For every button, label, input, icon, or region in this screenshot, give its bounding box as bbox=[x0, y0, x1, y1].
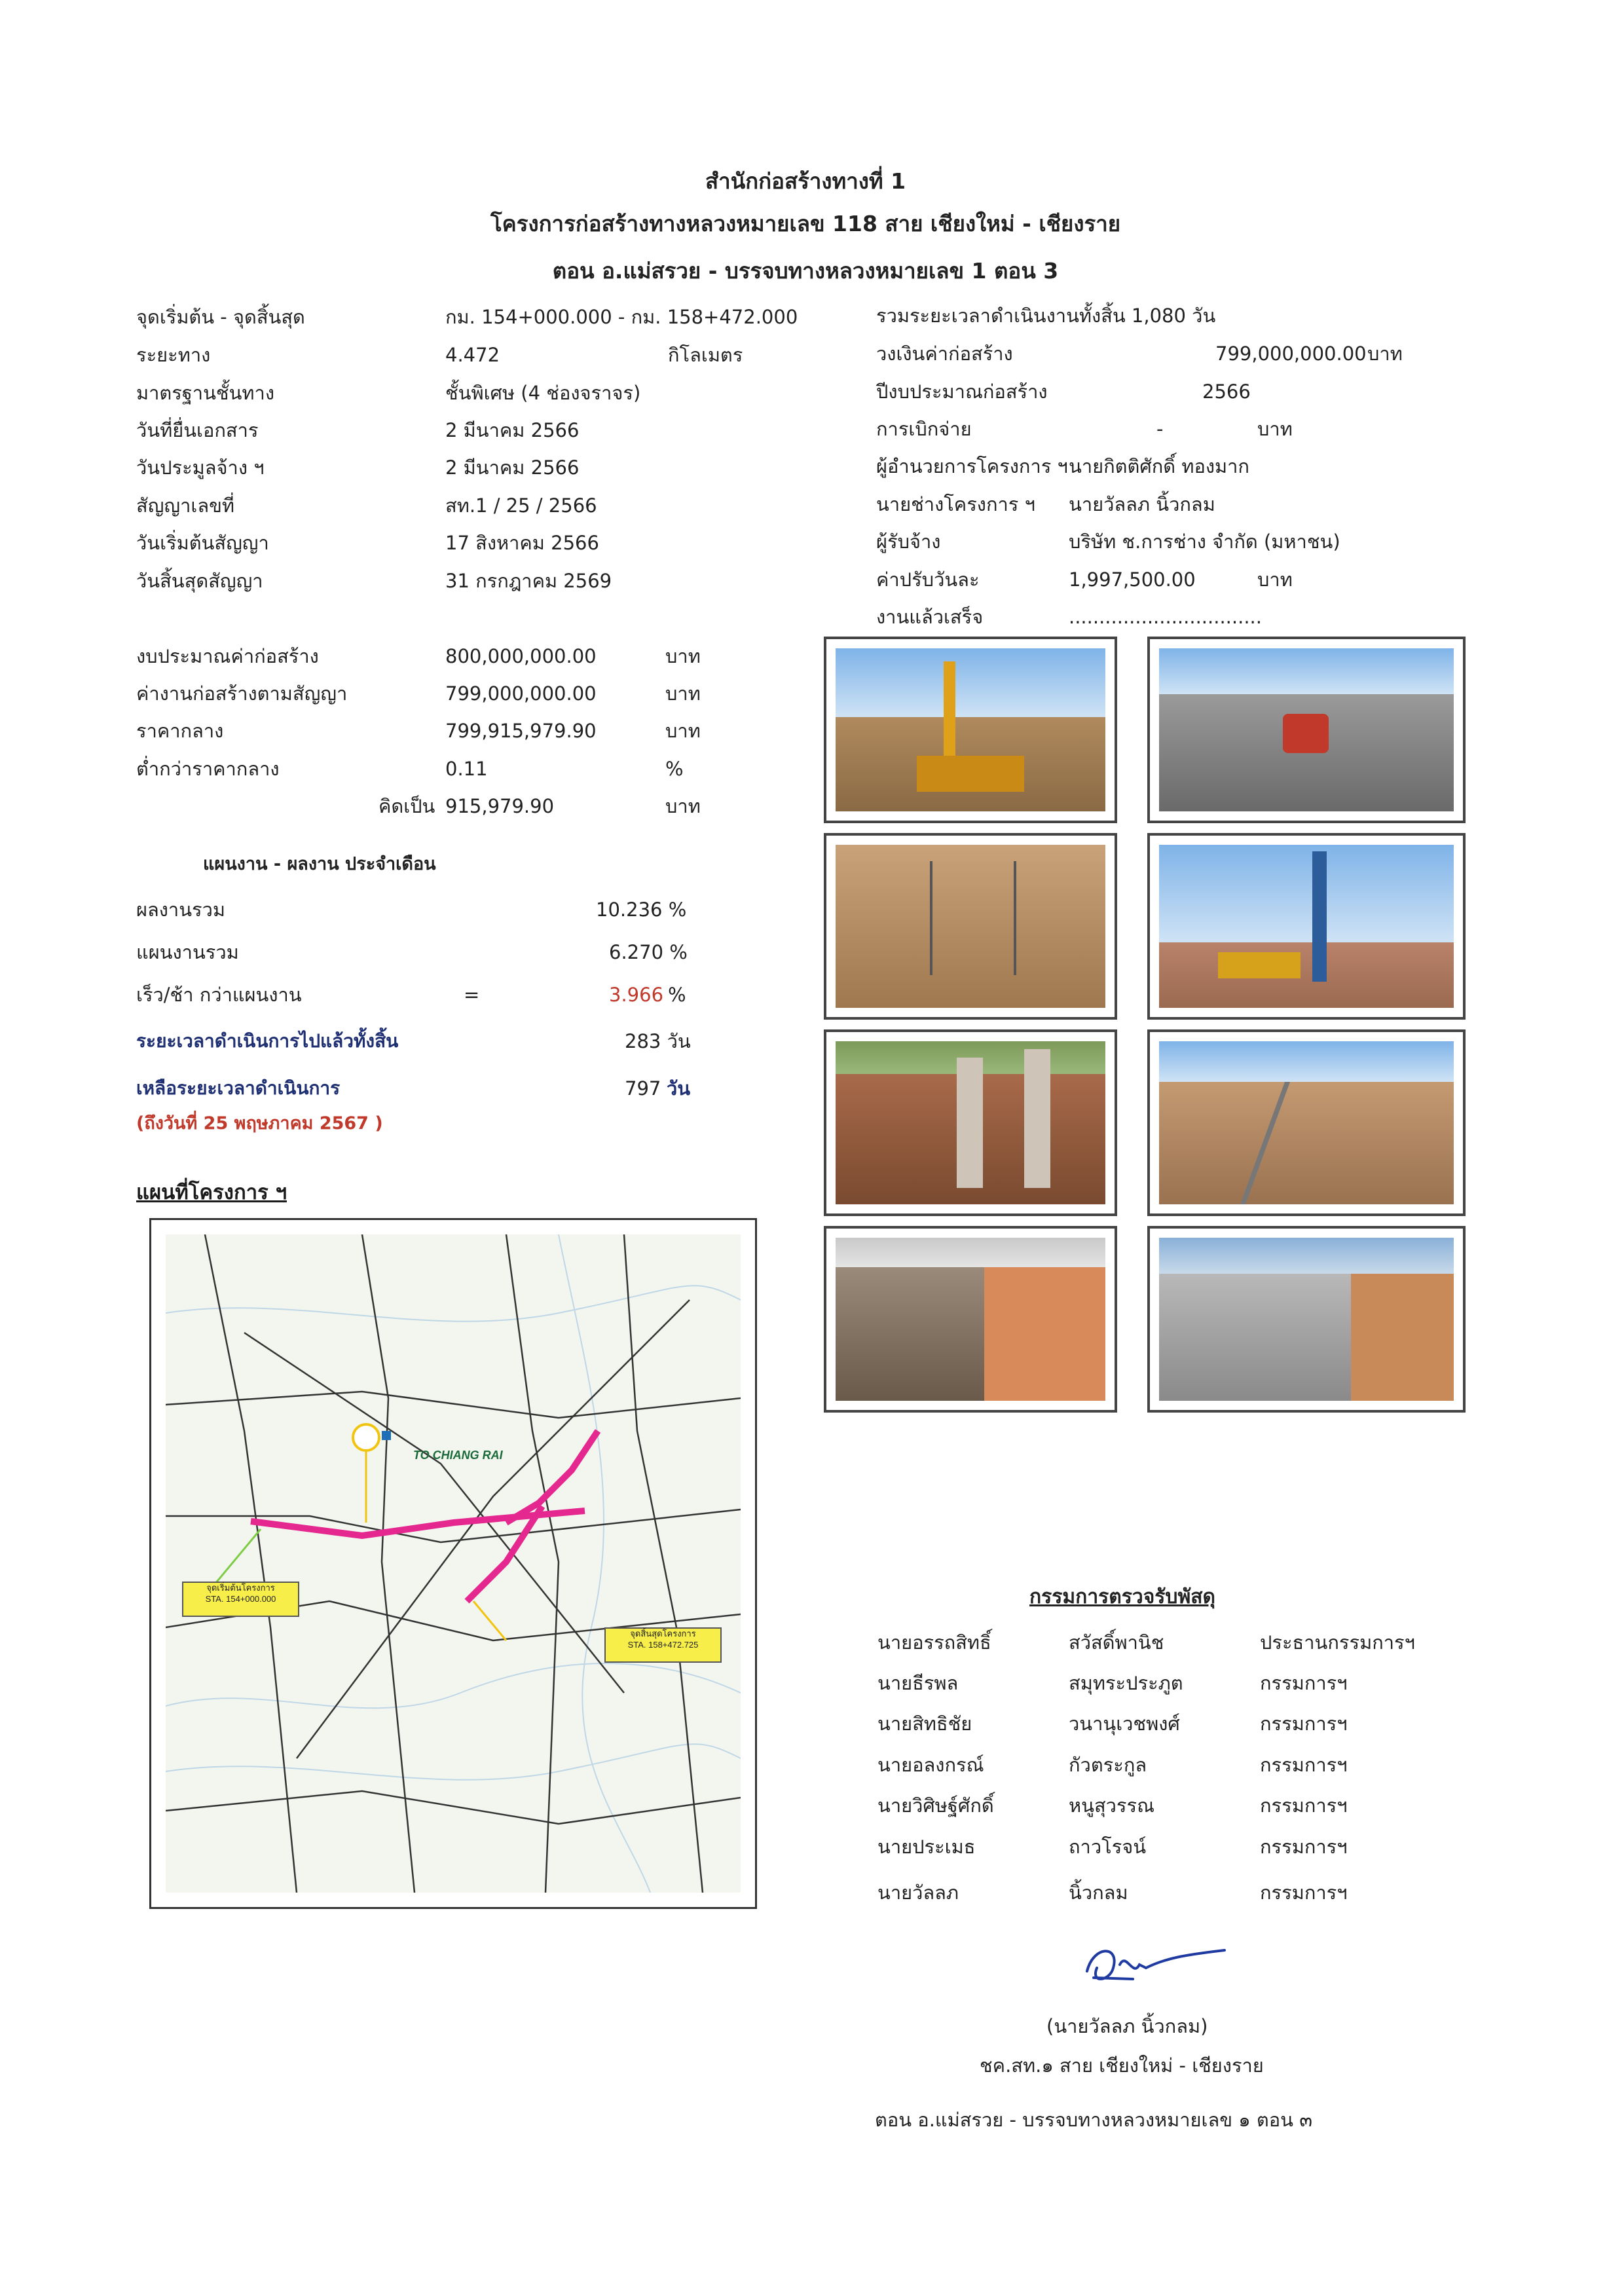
member-last-name: สมุทระประภูต bbox=[1069, 1672, 1183, 1694]
member-first-name: นายอลงกรณ์ bbox=[877, 1754, 984, 1776]
start-point-label bbox=[182, 1582, 299, 1617]
contractor-value: บริษัท ช.การช่าง จำกัด (มหาชน) bbox=[1069, 530, 1340, 553]
contract-end-label: วันสิ้นสุดสัญญา bbox=[136, 570, 263, 592]
member-last-name: กัวตระกูล bbox=[1069, 1754, 1147, 1776]
photo-road-subbase bbox=[1147, 1029, 1466, 1216]
distance-unit: กิโลเมตร bbox=[668, 344, 743, 366]
actual-value: 10.236 % bbox=[596, 898, 687, 921]
equals-label: คิดเป็น bbox=[378, 795, 435, 817]
distance-value: 4.472 bbox=[445, 344, 500, 366]
budget-unit: บาท bbox=[1367, 343, 1403, 365]
member-role: ประธานกรรมการฯ bbox=[1260, 1631, 1415, 1654]
member-role: กรรมการฯ bbox=[1260, 1794, 1348, 1817]
construction-budget-label: งบประมาณค่าก่อสร้าง bbox=[136, 645, 319, 667]
median-price-value: 799,915,979.90 bbox=[445, 720, 597, 742]
construction-budget-value: 800,000,000.00 bbox=[445, 645, 597, 667]
plan-label: แผนงานรวม bbox=[136, 941, 239, 963]
director-value: นายกิตติศักดิ์ ทองมาก bbox=[1069, 455, 1249, 477]
equals-unit: บาท bbox=[665, 795, 701, 817]
start-box-sta: STA. 154+000.000 bbox=[205, 1593, 276, 1604]
below-median-label: ต่ำกว่าราคากลาง bbox=[136, 758, 280, 780]
progress-heading: แผนงาน - ผลงาน ประจำเดือน bbox=[203, 854, 436, 874]
budget-label: วงเงินค่าก่อสร้าง bbox=[876, 343, 1013, 365]
equals-value: 915,979.90 bbox=[445, 795, 555, 817]
signature-image bbox=[1074, 1938, 1244, 1997]
end-box-title: จุดสิ้นสุดโครงการ bbox=[630, 1629, 696, 1639]
diff-unit: % bbox=[668, 984, 686, 1006]
committee-heading: กรรมการตรวจรับพัสดุ bbox=[1029, 1585, 1216, 1608]
header-line-1: สำนักก่อสร้างทางที่ 1 bbox=[705, 168, 906, 194]
photo-piling-rig bbox=[824, 637, 1117, 823]
project-map bbox=[149, 1218, 757, 1909]
remaining-label: เหลือระยะเวลาดำเนินการ bbox=[136, 1077, 341, 1099]
budget-value: 799,000,000.00 bbox=[1215, 343, 1367, 365]
diff-label: เร็ว/ช้า กว่าแผนงาน bbox=[136, 984, 302, 1006]
contract-price-label: ค่างานก่อสร้างตามสัญญา bbox=[136, 682, 348, 705]
remaining-unit: วัน bbox=[667, 1077, 691, 1100]
signer-section: ตอน อ.แม่สรวย - บรรจบทางหลวงหมายเลข ๑ ตอน ๓ bbox=[875, 2109, 1313, 2131]
below-median-unit: % bbox=[665, 758, 684, 780]
photo-formwork-crew bbox=[824, 1226, 1117, 1413]
diff-eq: = bbox=[464, 984, 480, 1006]
member-last-name: ถาวโรจน์ bbox=[1069, 1836, 1147, 1858]
start-end-label: จุดเริ่มต้น - จุดสิ้นสุด bbox=[136, 306, 305, 328]
disbursement-value: - bbox=[1156, 418, 1164, 440]
below-median-value: 0.11 bbox=[445, 758, 488, 780]
distance-label: ระยะทาง bbox=[136, 344, 211, 366]
median-price-unit: บาท bbox=[665, 720, 701, 742]
elapsed-value: 283 วัน bbox=[625, 1030, 691, 1052]
fiscal-year-label: ปีงบประมาณก่อสร้าง bbox=[876, 380, 1048, 403]
member-first-name: นายสิทธิชัย bbox=[877, 1713, 972, 1735]
fine-value: 1,997,500.00 bbox=[1069, 568, 1196, 591]
map-roads bbox=[166, 1234, 741, 1893]
disbursement-unit: บาท bbox=[1257, 418, 1293, 440]
header-line-3: ตอน อ.แม่สรวย - บรรจบทางหลวงหมายเลข 1 ตอน 3 bbox=[552, 258, 1059, 284]
contract-start-value: 17 สิงหาคม 2566 bbox=[445, 532, 599, 554]
actual-label: ผลงานรวม bbox=[136, 898, 226, 921]
disbursement-label: การเบิกจ่าย bbox=[876, 418, 972, 440]
standard-value: ชั้นพิเศษ (4 ช่องจราจร) bbox=[445, 382, 641, 404]
photo-rebar-pit bbox=[824, 833, 1117, 1020]
photo-drilling-site bbox=[1147, 637, 1466, 823]
member-first-name: นายธีรพล bbox=[877, 1672, 959, 1694]
plan-value: 6.270 % bbox=[609, 941, 688, 963]
contract-no-value: สท.1 / 25 / 2566 bbox=[445, 494, 597, 517]
member-role: กรรมการฯ bbox=[1260, 1881, 1348, 1904]
director-label: ผู้อำนวยการโครงการ ฯ bbox=[876, 455, 1068, 477]
contract-start-label: วันเริ่มต้นสัญญา bbox=[136, 532, 269, 554]
member-role: กรรมการฯ bbox=[1260, 1836, 1348, 1858]
auction-label: วันประมูลจ้าง ฯ bbox=[136, 456, 265, 479]
member-role: กรรมการฯ bbox=[1260, 1713, 1348, 1735]
duration-label: รวมระยะเวลาดำเนินงานทั้งสิ้น 1,080 วัน bbox=[876, 305, 1216, 327]
diff-value: 3.966 bbox=[609, 984, 664, 1006]
signer-name: (นายวัลลภ นิ้วกลม) bbox=[1046, 2015, 1208, 2037]
member-first-name: นายประเมธ bbox=[877, 1836, 976, 1858]
photo-concrete-paving bbox=[1147, 1226, 1466, 1413]
end-box-sta: STA. 158+472.725 bbox=[627, 1639, 699, 1650]
as-of-date: (ถึงวันที่ 25 พฤษภาคม 2567 ) bbox=[136, 1113, 383, 1134]
signer-position: ชค.สท.๑ สาย เชียงใหม่ - เชียงราย bbox=[980, 2054, 1264, 2077]
member-last-name: สวัสดิ์พานิช bbox=[1069, 1631, 1164, 1654]
member-last-name: นิ้วกลม bbox=[1069, 1881, 1128, 1904]
remaining-value: 797 bbox=[625, 1077, 661, 1100]
completed-value: ................................ bbox=[1069, 606, 1262, 628]
end-point-label bbox=[604, 1627, 722, 1663]
member-role: กรรมการฯ bbox=[1260, 1754, 1348, 1776]
contract-no-label: สัญญาเลขที่ bbox=[136, 494, 235, 517]
member-first-name: นายวิศิษฐ์ศักดิ์ bbox=[877, 1794, 994, 1817]
submit-value: 2 มีนาคม 2566 bbox=[445, 419, 580, 441]
header-line-2: โครงการก่อสร้างทางหลวงหมายเลข 118 สาย เชียงใหม่ - เชียงราย bbox=[490, 211, 1121, 236]
submit-label: วันที่ยื่นเอกสาร bbox=[136, 419, 259, 441]
fine-unit: บาท bbox=[1257, 568, 1293, 591]
median-price-label: ราคากลาง bbox=[136, 720, 224, 742]
contract-price-value: 799,000,000.00 bbox=[445, 682, 597, 705]
member-first-name: นายวัลลภ bbox=[877, 1881, 959, 1904]
elapsed-label: ระยะเวลาดำเนินการไปแล้วทั้งสิ้น bbox=[136, 1030, 399, 1052]
construction-budget-unit: บาท bbox=[665, 645, 701, 667]
map-heading: แผนที่โครงการ ฯ bbox=[136, 1181, 287, 1204]
photo-pier-columns bbox=[824, 1029, 1117, 1216]
member-last-name: วนานุเวชพงศ์ bbox=[1069, 1713, 1180, 1735]
start-end-value: กม. 154+000.000 - กม. 158+472.000 bbox=[445, 306, 798, 328]
start-box-title: จุดเริ่มต้นโครงการ bbox=[206, 1583, 275, 1593]
member-first-name: นายอรรถสิทธิ์ bbox=[877, 1631, 991, 1654]
fiscal-year-value: 2566 bbox=[1202, 380, 1251, 403]
contract-price-unit: บาท bbox=[665, 682, 701, 705]
photo-pile-tower bbox=[1147, 833, 1466, 1020]
fine-label: ค่าปรับวันละ bbox=[876, 568, 980, 591]
completed-label: งานแล้วเสร็จ bbox=[876, 606, 984, 628]
engineer-label: นายช่างโครงการ ฯ bbox=[876, 493, 1035, 515]
standard-label: มาตรฐานชั้นทาง bbox=[136, 382, 274, 404]
to-chiang-rai-label: TO CHIANG RAI bbox=[413, 1449, 503, 1462]
auction-value: 2 มีนาคม 2566 bbox=[445, 456, 580, 479]
contractor-label: ผู้รับจ้าง bbox=[876, 530, 941, 553]
contract-end-value: 31 กรกฎาคม 2569 bbox=[445, 570, 612, 592]
member-last-name: หนูสุวรรณ bbox=[1069, 1794, 1154, 1817]
member-role: กรรมการฯ bbox=[1260, 1672, 1348, 1694]
engineer-value: นายวัลลภ นิ้วกลม bbox=[1069, 493, 1215, 515]
